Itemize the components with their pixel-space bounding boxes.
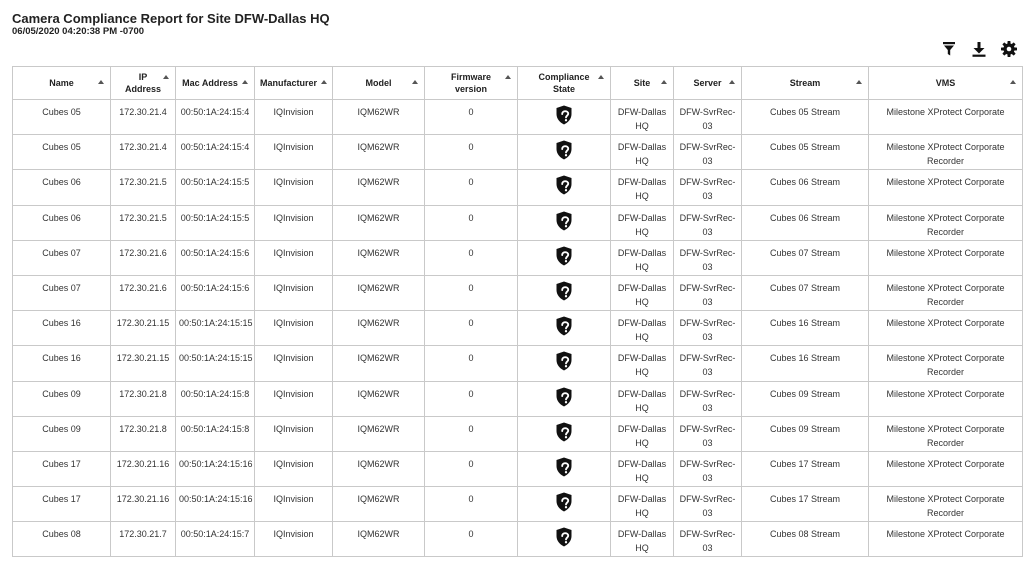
- cell-model: IQM62WR: [333, 240, 425, 275]
- cell-vms: Milestone XProtect Corporate: [869, 311, 1023, 346]
- table-row[interactable]: [13, 100, 1023, 135]
- column-header-name[interactable]: [13, 67, 111, 100]
- cell-compliance-state: [518, 487, 611, 522]
- gear-icon: [1001, 41, 1017, 57]
- cell-ip-address: 172.30.21.4: [111, 100, 176, 135]
- cell-manufacturer: IQInvision: [255, 451, 333, 486]
- table-row[interactable]: [13, 381, 1023, 416]
- cell-site: DFW-Dallas HQ: [611, 451, 674, 486]
- cell-server: DFW-SvrRec-03: [674, 135, 742, 170]
- column-label: Manufacturer: [259, 78, 317, 88]
- shield-question-icon: [555, 422, 573, 442]
- cell-name: Cubes 09: [13, 416, 111, 451]
- shield-question-icon: [555, 140, 573, 160]
- cell-vms: Milestone XProtect Corporate Recorder: [869, 275, 1023, 310]
- cell-model: IQM62WR: [333, 100, 425, 135]
- shield-question-icon: [555, 175, 573, 195]
- table-row[interactable]: [13, 487, 1023, 522]
- cell-site: DFW-Dallas HQ: [611, 205, 674, 240]
- cell-vms: Milestone XProtect Corporate: [869, 170, 1023, 205]
- cell-firmware-version: 0: [425, 170, 518, 205]
- cell-ip-address: 172.30.21.8: [111, 381, 176, 416]
- cell-compliance-state: [518, 205, 611, 240]
- cell-model: IQM62WR: [333, 135, 425, 170]
- cell-manufacturer: IQInvision: [255, 135, 333, 170]
- cell-name: Cubes 05: [13, 135, 111, 170]
- cell-firmware-version: 0: [425, 275, 518, 310]
- cell-vms: Milestone XProtect Corporate Recorder: [869, 416, 1023, 451]
- cell-vms: Milestone XProtect Corporate Recorder: [869, 205, 1023, 240]
- shield-question-icon: [555, 492, 573, 512]
- cell-vms: Milestone XProtect Corporate Recorder: [869, 487, 1023, 522]
- cell-stream: Cubes 06 Stream: [742, 170, 869, 205]
- cell-name: Cubes 08: [13, 522, 111, 557]
- cell-model: IQM62WR: [333, 346, 425, 381]
- column-header-vms[interactable]: [869, 67, 1023, 100]
- column-label: Mac Address: [182, 78, 238, 88]
- cell-vms: Milestone XProtect Corporate: [869, 381, 1023, 416]
- cell-server: DFW-SvrRec-03: [674, 487, 742, 522]
- cell-compliance-state: [518, 100, 611, 135]
- cell-site: DFW-Dallas HQ: [611, 135, 674, 170]
- sort-arrow-icon: [729, 80, 735, 84]
- filter-icon: [943, 42, 955, 56]
- shield-question-icon: [555, 105, 573, 125]
- cell-name: Cubes 06: [13, 170, 111, 205]
- cell-model: IQM62WR: [333, 451, 425, 486]
- cell-ip-address: 172.30.21.16: [111, 487, 176, 522]
- cell-firmware-version: 0: [425, 487, 518, 522]
- sort-arrow-icon: [856, 80, 862, 84]
- shield-question-icon: [555, 457, 573, 477]
- cell-mac-address: 00:50:1A:24:15:6: [176, 240, 255, 275]
- cell-server: DFW-SvrRec-03: [674, 381, 742, 416]
- cell-stream: Cubes 07 Stream: [742, 275, 869, 310]
- sort-arrow-icon: [598, 75, 604, 79]
- cell-ip-address: 172.30.21.4: [111, 135, 176, 170]
- cell-site: DFW-Dallas HQ: [611, 311, 674, 346]
- cell-firmware-version: 0: [425, 205, 518, 240]
- shield-question-icon: [555, 281, 573, 301]
- filter-button[interactable]: [940, 40, 958, 58]
- cell-server: DFW-SvrRec-03: [674, 100, 742, 135]
- cell-mac-address: 00:50:1A:24:15:4: [176, 135, 255, 170]
- cell-manufacturer: IQInvision: [255, 275, 333, 310]
- sort-arrow-icon: [163, 75, 169, 79]
- cell-mac-address: 00:50:1A:24:15:8: [176, 381, 255, 416]
- cell-compliance-state: [518, 240, 611, 275]
- cell-server: DFW-SvrRec-03: [674, 416, 742, 451]
- cell-name: Cubes 07: [13, 240, 111, 275]
- cell-firmware-version: 0: [425, 381, 518, 416]
- cell-server: DFW-SvrRec-03: [674, 205, 742, 240]
- cell-compliance-state: [518, 416, 611, 451]
- download-button[interactable]: [970, 40, 988, 58]
- cell-stream: Cubes 05 Stream: [742, 135, 869, 170]
- cell-stream: Cubes 08 Stream: [742, 522, 869, 557]
- cell-manufacturer: IQInvision: [255, 381, 333, 416]
- column-header-compliance-state[interactable]: [518, 67, 611, 100]
- cell-manufacturer: IQInvision: [255, 205, 333, 240]
- cell-name: Cubes 06: [13, 205, 111, 240]
- shield-question-icon: [555, 211, 573, 231]
- column-header-mac-address[interactable]: [176, 67, 255, 100]
- cell-vms: Milestone XProtect Corporate: [869, 240, 1023, 275]
- table-row[interactable]: [13, 240, 1023, 275]
- cell-model: IQM62WR: [333, 205, 425, 240]
- cell-server: DFW-SvrRec-03: [674, 275, 742, 310]
- cell-site: DFW-Dallas HQ: [611, 487, 674, 522]
- report-timestamp: 06/05/2020 04:20:38 PM -0700: [12, 26, 145, 37]
- cell-manufacturer: IQInvision: [255, 416, 333, 451]
- cell-compliance-state: [518, 451, 611, 486]
- cell-stream: Cubes 05 Stream: [742, 100, 869, 135]
- sort-arrow-icon: [321, 80, 327, 84]
- cell-firmware-version: 0: [425, 311, 518, 346]
- column-header-ip-address[interactable]: [111, 67, 176, 100]
- column-header-manufacturer[interactable]: [255, 67, 333, 100]
- cell-firmware-version: 0: [425, 135, 518, 170]
- table-row[interactable]: [13, 275, 1023, 310]
- cell-stream: Cubes 17 Stream: [742, 487, 869, 522]
- cell-stream: Cubes 16 Stream: [742, 346, 869, 381]
- settings-button[interactable]: [1000, 40, 1018, 58]
- cell-mac-address: 00:50:1A:24:15:4: [176, 100, 255, 135]
- cell-site: DFW-Dallas HQ: [611, 381, 674, 416]
- cell-model: IQM62WR: [333, 170, 425, 205]
- cell-name: Cubes 05: [13, 100, 111, 135]
- cell-manufacturer: IQInvision: [255, 487, 333, 522]
- cell-stream: Cubes 06 Stream: [742, 205, 869, 240]
- sort-arrow-icon: [412, 80, 418, 84]
- compliance-table: [12, 66, 1023, 557]
- cell-server: DFW-SvrRec-03: [674, 311, 742, 346]
- table-row[interactable]: [13, 170, 1023, 205]
- cell-mac-address: 00:50:1A:24:15:16: [176, 451, 255, 486]
- cell-compliance-state: [518, 275, 611, 310]
- cell-site: DFW-Dallas HQ: [611, 275, 674, 310]
- cell-firmware-version: 0: [425, 100, 518, 135]
- cell-ip-address: 172.30.21.7: [111, 522, 176, 557]
- cell-ip-address: 172.30.21.15: [111, 311, 176, 346]
- cell-compliance-state: [518, 135, 611, 170]
- cell-compliance-state: [518, 522, 611, 557]
- cell-name: Cubes 17: [13, 451, 111, 486]
- cell-ip-address: 172.30.21.15: [111, 346, 176, 381]
- column-label: Server: [693, 78, 722, 88]
- cell-firmware-version: 0: [425, 451, 518, 486]
- cell-server: DFW-SvrRec-03: [674, 170, 742, 205]
- shield-question-icon: [555, 351, 573, 371]
- cell-stream: Cubes 09 Stream: [742, 416, 869, 451]
- cell-vms: Milestone XProtect Corporate: [869, 100, 1023, 135]
- cell-vms: Milestone XProtect Corporate Recorder: [869, 135, 1023, 170]
- cell-ip-address: 172.30.21.8: [111, 416, 176, 451]
- cell-manufacturer: IQInvision: [255, 346, 333, 381]
- cell-mac-address: 00:50:1A:24:15:16: [176, 487, 255, 522]
- cell-mac-address: 00:50:1A:24:15:5: [176, 205, 255, 240]
- cell-site: DFW-Dallas HQ: [611, 100, 674, 135]
- table-row[interactable]: [13, 346, 1023, 381]
- cell-stream: Cubes 16 Stream: [742, 311, 869, 346]
- cell-mac-address: 00:50:1A:24:15:15: [176, 346, 255, 381]
- cell-manufacturer: IQInvision: [255, 170, 333, 205]
- column-header-stream[interactable]: [742, 67, 869, 100]
- column-label: Compliance State: [538, 72, 590, 94]
- cell-server: DFW-SvrRec-03: [674, 346, 742, 381]
- cell-manufacturer: IQInvision: [255, 100, 333, 135]
- cell-firmware-version: 0: [425, 240, 518, 275]
- cell-mac-address: 00:50:1A:24:15:7: [176, 522, 255, 557]
- cell-ip-address: 172.30.21.6: [111, 240, 176, 275]
- cell-site: DFW-Dallas HQ: [611, 170, 674, 205]
- cell-mac-address: 00:50:1A:24:15:6: [176, 275, 255, 310]
- column-label: Name: [49, 78, 74, 88]
- shield-question-icon: [555, 527, 573, 547]
- cell-server: DFW-SvrRec-03: [674, 522, 742, 557]
- cell-model: IQM62WR: [333, 275, 425, 310]
- table-row[interactable]: [13, 522, 1023, 557]
- table-header-row: [13, 67, 1023, 100]
- sort-arrow-icon: [98, 80, 104, 84]
- cell-site: DFW-Dallas HQ: [611, 416, 674, 451]
- cell-model: IQM62WR: [333, 522, 425, 557]
- cell-name: Cubes 09: [13, 381, 111, 416]
- cell-firmware-version: 0: [425, 346, 518, 381]
- table-row[interactable]: [13, 451, 1023, 486]
- table-row[interactable]: [13, 135, 1023, 170]
- cell-firmware-version: 0: [425, 416, 518, 451]
- cell-site: DFW-Dallas HQ: [611, 346, 674, 381]
- table-row[interactable]: [13, 311, 1023, 346]
- cell-stream: Cubes 17 Stream: [742, 451, 869, 486]
- column-header-site[interactable]: [611, 67, 674, 100]
- shield-question-icon: [555, 246, 573, 266]
- cell-model: IQM62WR: [333, 416, 425, 451]
- table-row[interactable]: [13, 416, 1023, 451]
- cell-vms: Milestone XProtect Corporate: [869, 522, 1023, 557]
- column-header-server[interactable]: [674, 67, 742, 100]
- cell-compliance-state: [518, 346, 611, 381]
- cell-server: DFW-SvrRec-03: [674, 451, 742, 486]
- cell-mac-address: 00:50:1A:24:15:5: [176, 170, 255, 205]
- report-title: Camera Compliance Report for Site DFW-Dallas HQ: [12, 11, 330, 26]
- cell-mac-address: 00:50:1A:24:15:8: [176, 416, 255, 451]
- cell-stream: Cubes 09 Stream: [742, 381, 869, 416]
- table-row[interactable]: [13, 205, 1023, 240]
- cell-site: DFW-Dallas HQ: [611, 240, 674, 275]
- cell-vms: Milestone XProtect Corporate Recorder: [869, 346, 1023, 381]
- cell-ip-address: 172.30.21.16: [111, 451, 176, 486]
- column-header-firmware-version[interactable]: [425, 67, 518, 100]
- cell-ip-address: 172.30.21.6: [111, 275, 176, 310]
- column-label: IP Address: [124, 72, 161, 94]
- column-label: Site: [633, 78, 651, 88]
- cell-model: IQM62WR: [333, 311, 425, 346]
- cell-mac-address: 00:50:1A:24:15:15: [176, 311, 255, 346]
- sort-arrow-icon: [1010, 80, 1016, 84]
- cell-name: Cubes 16: [13, 311, 111, 346]
- cell-name: Cubes 07: [13, 275, 111, 310]
- report-toolbar: [940, 40, 1018, 58]
- download-icon: [972, 42, 986, 57]
- cell-stream: Cubes 07 Stream: [742, 240, 869, 275]
- column-header-model[interactable]: [333, 67, 425, 100]
- shield-question-icon: [555, 387, 573, 407]
- cell-firmware-version: 0: [425, 522, 518, 557]
- cell-name: Cubes 17: [13, 487, 111, 522]
- cell-compliance-state: [518, 170, 611, 205]
- cell-ip-address: 172.30.21.5: [111, 170, 176, 205]
- column-label: Model: [365, 78, 392, 88]
- cell-name: Cubes 16: [13, 346, 111, 381]
- cell-manufacturer: IQInvision: [255, 240, 333, 275]
- cell-vms: Milestone XProtect Corporate: [869, 451, 1023, 486]
- column-label: VMS: [935, 78, 956, 88]
- sort-arrow-icon: [661, 80, 667, 84]
- cell-model: IQM62WR: [333, 381, 425, 416]
- cell-model: IQM62WR: [333, 487, 425, 522]
- cell-server: DFW-SvrRec-03: [674, 240, 742, 275]
- cell-compliance-state: [518, 381, 611, 416]
- sort-arrow-icon: [505, 75, 511, 79]
- column-label: Firmware version: [450, 72, 492, 94]
- cell-manufacturer: IQInvision: [255, 522, 333, 557]
- cell-site: DFW-Dallas HQ: [611, 522, 674, 557]
- sort-arrow-icon: [242, 80, 248, 84]
- column-label: Stream: [789, 78, 821, 88]
- cell-ip-address: 172.30.21.5: [111, 205, 176, 240]
- cell-manufacturer: IQInvision: [255, 311, 333, 346]
- shield-question-icon: [555, 316, 573, 336]
- cell-compliance-state: [518, 311, 611, 346]
